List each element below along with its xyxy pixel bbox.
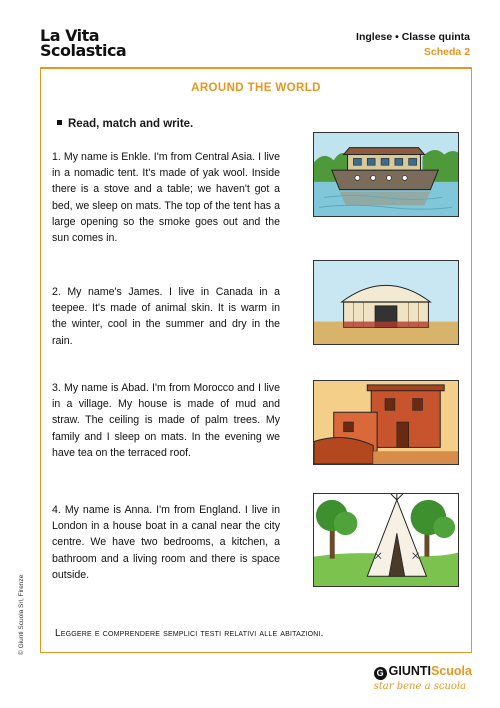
paragraph-anna: 4. My name is Anna. I'm from England. I live in London in a house boat in a canal near the city centre. We have two bedrooms, a kitchen, a bathroom and a living room and there is space outside. (52, 504, 280, 581)
paragraph-abad: 3. My name is Abad. I'm from Morocco and I live in a village. My house is made of mud and straw. The ceiling is made of palm trees. My family and I sleep on mats. In the evening we have tea on the terraced roof. (52, 382, 280, 459)
logo-line-2: Scolastica (40, 41, 127, 60)
brand-name-part1: GIUNTI (388, 664, 431, 678)
teepee-picture (313, 493, 459, 587)
worksheet-title: AROUND THE WORLD (191, 82, 321, 94)
header-info (356, 30, 470, 60)
copyright-notice: © Giunti Scuola Srl, Firenze (18, 574, 25, 655)
giunti-logo-icon: G (374, 667, 387, 680)
learning-objective: Leggere e comprendere semplici testi relativi alle abitazioni. (55, 628, 324, 639)
bullet-icon (57, 120, 62, 125)
instruction-text: Read, match and write. (68, 118, 194, 130)
instruction (57, 118, 193, 130)
yurt-picture (313, 260, 459, 345)
mud-house-picture (313, 380, 459, 465)
magazine-logo (40, 28, 126, 58)
logo-line-1: La Vita (40, 26, 100, 45)
sheet-label: Scheda 2 (423, 46, 470, 58)
brand-name (374, 664, 472, 680)
paragraph-enkle: 1. My name is Enkle. I'm from Central Asia. I live in a nomadic tent. It's made of yak wool. Inside there is a stove and a table; we haven't got a bed, we sleep on mats. The top of the tent has a large opening so the smoke goes out and the sun comes in. (52, 151, 280, 245)
brand-name-part2: Scuola (431, 664, 472, 678)
paragraph-james: 2. My name's James. I live in Canada in a teepee. It's made of animal skin. It is warm in the winter, cool in the summer and dry in the rain. (52, 286, 280, 347)
brand-tagline: star bene a scuola (373, 681, 467, 692)
publisher-brand (374, 664, 472, 692)
houseboat-picture (313, 132, 459, 217)
subject-label: Inglese • Classe quinta (356, 31, 470, 43)
